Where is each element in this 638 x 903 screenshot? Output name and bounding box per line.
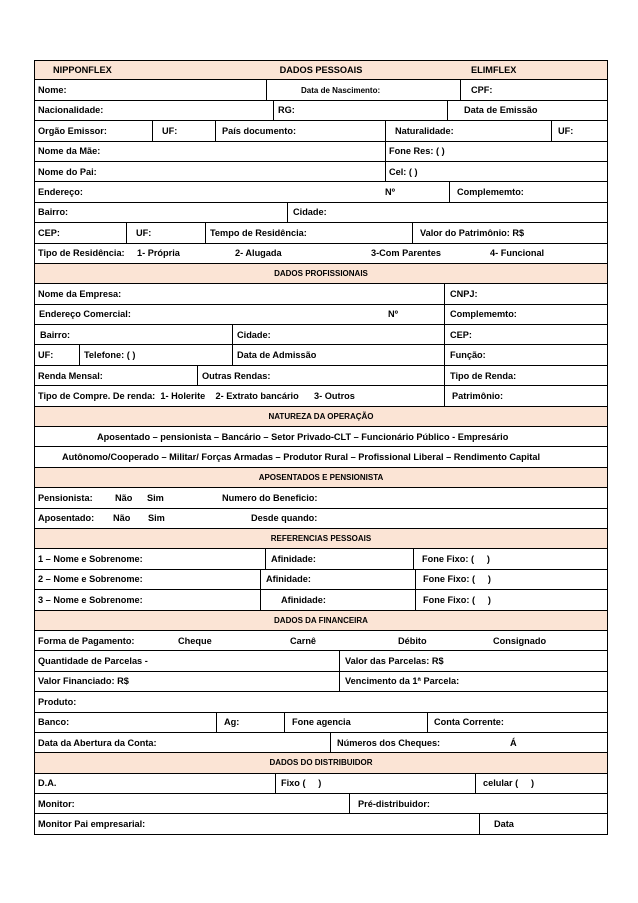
field-cpf[interactable] — [460, 80, 609, 99]
field-uf-comercial[interactable] — [35, 345, 79, 364]
label-nome-empresa: Nome da Empresa: — [38, 288, 122, 299]
row-monitor-pai — [34, 814, 608, 834]
brand-right: ELIMFLEX — [471, 65, 517, 76]
field-cidade-comercial[interactable] — [232, 325, 444, 344]
option-pensionista-nao[interactable]: Não — [115, 492, 133, 503]
row-monitor — [34, 794, 608, 814]
row-bairro — [34, 203, 608, 223]
label-ref-afinidade: Afinidade: — [266, 574, 311, 585]
field-ref-afinidade[interactable] — [260, 570, 415, 589]
row-empresa — [34, 284, 608, 304]
section-header-finance — [34, 611, 608, 631]
label-ref-fone: Fone Fixo: ( ) — [423, 594, 491, 605]
field-celular[interactable] — [475, 774, 609, 793]
label-valor-parcelas: Valor das Parcelas: R$ — [345, 656, 444, 667]
brand-left: NIPPONFLEX — [53, 65, 112, 76]
label-data-nascimento: Data de Nascimento: — [301, 85, 381, 95]
option-alugada[interactable]: 2- Alugada — [235, 248, 282, 259]
field-qtd-parcelas[interactable] — [35, 651, 339, 670]
field-rg[interactable] — [273, 101, 447, 120]
label-tempo-residencia: Tempo de Residência: — [210, 227, 307, 238]
field-fixo[interactable] — [275, 774, 475, 793]
label-complemento-comercial: Complememto: — [450, 309, 517, 320]
label-data-emissao: Data de Emissão — [464, 105, 538, 116]
field-uf-1[interactable] — [152, 121, 215, 140]
section-header-operation — [34, 407, 608, 427]
row-pai — [34, 162, 608, 182]
label-complemento: Complememto: — [457, 187, 524, 198]
label-uf-2: UF: — [558, 125, 574, 136]
row-orgao — [34, 121, 608, 141]
field-nome-pai[interactable] — [35, 162, 385, 181]
label-orgao-emissor: Orgão Emissor: — [38, 125, 107, 136]
field-numero[interactable] — [382, 182, 449, 201]
reference-row — [34, 549, 608, 569]
row-bairro-comercial — [34, 325, 608, 345]
field-ref-nome[interactable] — [35, 570, 260, 589]
row-endereco — [34, 182, 608, 202]
label-desde-quando: Desde quando: — [251, 513, 318, 524]
field-complemento[interactable] — [449, 182, 609, 201]
option-pensionista-sim[interactable]: Sim — [147, 492, 164, 503]
field-complemento-comercial[interactable] — [444, 305, 609, 324]
field-pais-documento[interactable] — [215, 121, 385, 140]
label-tipo-compre: Tipo de Compre. De renda: 1- Holerite 2- Extrato bancário 3- Outros — [38, 390, 355, 401]
row-forma-pagamento — [34, 631, 608, 651]
field-data-emissao[interactable] — [447, 101, 609, 120]
label-uf-comercial: UF: — [38, 350, 54, 361]
label-pre-distribuidor: Pré-distribuidor: — [358, 798, 430, 809]
label-data-admissao: Data de Admissão — [237, 350, 317, 361]
label-rg: RG: — [278, 105, 295, 116]
form-header-row — [34, 60, 608, 80]
field-orgao-emissor[interactable] — [35, 121, 152, 140]
row-tipo-residencia — [34, 244, 608, 264]
label-ref-nome: 1 – Nome e Sobrenome: — [38, 554, 143, 565]
row-mae — [34, 142, 608, 162]
row-parcelas — [34, 651, 608, 671]
label-numero-beneficio: Numero do Beneficio: — [222, 492, 318, 503]
field-nome[interactable] — [35, 80, 266, 99]
row-operation-2 — [34, 447, 608, 467]
reference-row — [34, 590, 608, 610]
row-aposentado — [34, 509, 608, 529]
row-uf-telefone — [34, 345, 608, 365]
field-ref-afinidade[interactable] — [260, 590, 415, 609]
field-nome-empresa[interactable] — [35, 284, 444, 303]
field-cnpj[interactable] — [444, 284, 609, 303]
label-data: Data — [494, 819, 514, 830]
option-aposentado-sim[interactable]: Sim — [148, 513, 165, 524]
field-valor-parcelas[interactable] — [339, 651, 609, 670]
field-data-admissao[interactable] — [232, 345, 444, 364]
label-funcao: Função: — [450, 350, 486, 361]
section-title-distributor: DADOS DO DISTRIBUIDOR — [269, 758, 373, 768]
label-cel: Cel: ( ) — [389, 166, 418, 177]
label-cep-comercial: CEP: — [450, 329, 472, 340]
field-ag[interactable] — [216, 713, 284, 732]
section-header-distributor — [34, 753, 608, 773]
option-cheque[interactable]: Cheque — [178, 635, 212, 646]
field-ref-fone[interactable] — [415, 570, 609, 589]
field-data-abertura[interactable] — [35, 733, 330, 752]
field-conta-corrente[interactable] — [427, 713, 609, 732]
field-endereco-comercial[interactable] — [35, 305, 382, 324]
operation-options-1[interactable]: Aposentado – pensionista – Bancário – Setor Privado-CLT – Funcionário Público - Empresário — [97, 431, 509, 442]
field-numero-comercial[interactable] — [382, 305, 444, 324]
field-tipo-compre[interactable] — [35, 386, 444, 405]
label-cnpj: CNPJ: — [450, 288, 478, 299]
row-tipo-compre — [34, 386, 608, 406]
row-nacionalidade — [34, 101, 608, 121]
label-fone-res: Fone Res: ( ) — [389, 146, 445, 157]
label-banco: Banco: — [38, 717, 70, 728]
field-valor-financiado[interactable] — [35, 672, 339, 691]
label-numero-comercial: Nº — [388, 309, 398, 320]
label-telefone: Telefone: ( ) — [84, 350, 136, 361]
row-renda — [34, 366, 608, 386]
label-pensionista: Pensionista: — [38, 492, 93, 503]
label-ref-nome: 3 – Nome e Sobrenome: — [38, 594, 143, 605]
field-data-nascimento[interactable] — [266, 80, 460, 99]
label-ag: Ag: — [224, 717, 240, 728]
option-debito[interactable]: Débito — [398, 635, 427, 646]
label-celular: celular ( ) — [483, 778, 535, 789]
label-tipo-renda: Tipo de Renda: — [450, 370, 517, 381]
field-valor-patrimonio[interactable] — [412, 223, 609, 242]
label-monitor: Monitor: — [38, 798, 75, 809]
label-bairro: Bairro: — [38, 207, 69, 218]
label-nome: Nome: — [38, 85, 67, 96]
field-ref-nome[interactable] — [35, 590, 260, 609]
section-title-retired: APOSENTADOS E PENSIONISTA — [258, 473, 384, 482]
label-bairro-comercial: Bairro: — [40, 329, 71, 340]
row-cep — [34, 223, 608, 243]
label-cpf: CPF: — [471, 85, 493, 96]
section-title-professional: DADOS PROFISSIONAIS — [274, 269, 368, 279]
row-da — [34, 774, 608, 794]
field-fone-agencia[interactable] — [284, 713, 427, 732]
label-qtd-parcelas: Quantidade de Parcelas - — [38, 656, 148, 667]
label-ref-afinidade: Afinidade: — [271, 554, 316, 565]
field-bairro-comercial[interactable] — [35, 325, 232, 344]
label-nome-pai: Nome do Pai: — [38, 166, 97, 177]
row-valor-financiado — [34, 672, 608, 692]
row-operation-1 — [34, 427, 608, 447]
field-uf-3[interactable] — [126, 223, 205, 242]
field-ref-nome[interactable] — [35, 549, 265, 568]
label-naturalidade: Naturalidade: — [395, 125, 454, 136]
field-ref-fone[interactable] — [415, 590, 609, 609]
section-header-references — [34, 529, 608, 549]
label-endereco-comercial: Endereço Comercial: — [39, 309, 131, 320]
field-renda-mensal[interactable] — [35, 366, 197, 385]
label-numeros-cheques: Números dos Cheques: — [337, 737, 441, 748]
row-pensionista — [34, 488, 608, 508]
field-uf-2[interactable] — [551, 121, 609, 140]
label-ref-afinidade: Afinidade: — [281, 594, 326, 605]
label-endereco: Endereço: — [38, 187, 83, 198]
label-cep: CEP: — [38, 227, 60, 238]
label-cidade-comercial: Cidade: — [237, 329, 271, 340]
field-patrimonio[interactable] — [444, 386, 609, 405]
field-nacionalidade[interactable] — [35, 101, 273, 120]
row-endereco-comercial — [34, 305, 608, 325]
field-bairro[interactable] — [35, 203, 287, 222]
section-title-finance: DADOS DA FINANCEIRA — [274, 615, 368, 625]
field-monitor-pai[interactable] — [35, 814, 479, 833]
field-tipo-renda[interactable] — [444, 366, 609, 385]
label-fixo: Fixo ( ) — [281, 778, 322, 789]
reference-row — [34, 570, 608, 590]
field-banco[interactable] — [35, 713, 216, 732]
label-cidade: Cidade: — [293, 207, 327, 218]
label-tipo-residencia: Tipo de Residência: — [38, 248, 125, 259]
field-cidade[interactable] — [287, 203, 609, 222]
field-cep-comercial[interactable] — [444, 325, 609, 344]
option-consignado[interactable]: Consignado — [493, 635, 547, 646]
field-data[interactable] — [479, 814, 609, 833]
field-endereco[interactable] — [35, 182, 382, 201]
option-propria[interactable]: 1- Própria — [137, 248, 180, 259]
field-cep[interactable] — [35, 223, 126, 242]
row-abertura — [34, 733, 608, 753]
cheque-symbol: Á — [510, 737, 517, 748]
label-monitor-pai: Monitor Pai empresarial: — [38, 819, 146, 830]
option-funcional[interactable]: 4- Funcional — [490, 248, 545, 259]
label-ref-fone: Fone Fixo: ( ) — [422, 554, 490, 565]
field-funcao[interactable] — [444, 345, 609, 364]
option-aposentado-nao[interactable]: Não — [113, 513, 131, 524]
label-da: D.A. — [38, 778, 57, 789]
option-carne[interactable]: Carnê — [290, 635, 317, 646]
field-monitor[interactable] — [35, 794, 349, 813]
label-valor-financiado: Valor Financiado: R$ — [38, 676, 129, 687]
row-name — [34, 80, 608, 100]
section-title-operation: NATUREZA DA OPERAÇÃO — [268, 411, 374, 421]
section-header-retired — [34, 468, 608, 488]
label-pais-documento: País documento: — [222, 125, 297, 136]
field-ref-afinidade[interactable] — [265, 549, 413, 568]
field-cel[interactable] — [385, 162, 609, 181]
row-produto — [34, 692, 608, 712]
section-title-references: REFERENCIAS PESSOAIS — [270, 534, 372, 544]
label-valor-patrimonio: Valor do Patrimônio: R$ — [420, 227, 525, 238]
label-uf-1: UF: — [162, 125, 178, 136]
label-vencimento: Vencimento da 1ª Parcela: — [345, 676, 460, 687]
section-title-personal: DADOS PESSOAIS — [279, 65, 363, 76]
section-header-professional — [34, 264, 608, 284]
field-da[interactable] — [35, 774, 275, 793]
label-produto: Produto: — [38, 696, 77, 707]
label-data-abertura: Data da Abertura da Conta: — [38, 737, 157, 748]
label-nacionalidade: Nacionalidade: — [38, 105, 104, 116]
label-aposentado: Aposentado: — [38, 513, 95, 524]
field-naturalidade[interactable] — [385, 121, 551, 140]
field-ref-fone[interactable] — [413, 549, 609, 568]
label-ref-fone: Fone Fixo: ( ) — [423, 574, 491, 585]
field-tempo-residencia[interactable] — [205, 223, 412, 242]
field-fone-res[interactable] — [385, 142, 609, 161]
label-outras-rendas: Outras Rendas: — [202, 370, 271, 381]
field-produto[interactable] — [35, 692, 609, 711]
label-fone-agencia: Fone agencia — [292, 717, 351, 728]
operation-options-2[interactable]: Autônomo/Cooperado – Militar/ Forças Armadas – Produtor Rural – Profissional Liberal – Rendimento Capital — [62, 452, 541, 463]
label-conta-corrente: Conta Corrente: — [434, 717, 504, 728]
field-vencimento[interactable] — [339, 672, 609, 691]
label-nome-mae: Nome da Mãe: — [38, 146, 101, 157]
label-numero: Nº — [385, 187, 395, 198]
label-forma-pagamento: Forma de Pagamento: — [38, 635, 135, 646]
field-telefone[interactable] — [79, 345, 232, 364]
option-com-parentes[interactable]: 3-Com Parentes — [371, 248, 441, 259]
field-nome-mae[interactable] — [35, 142, 385, 161]
field-pre-distribuidor[interactable] — [349, 794, 609, 813]
row-banco — [34, 713, 608, 733]
form-table — [34, 60, 608, 835]
label-uf-3: UF: — [136, 227, 152, 238]
label-renda-mensal: Renda Mensal: — [38, 370, 103, 381]
label-ref-nome: 2 – Nome e Sobrenome: — [38, 574, 143, 585]
field-numeros-cheques[interactable] — [330, 733, 609, 752]
label-patrimonio: Patrimônio: — [452, 390, 504, 401]
field-outras-rendas[interactable] — [197, 366, 444, 385]
